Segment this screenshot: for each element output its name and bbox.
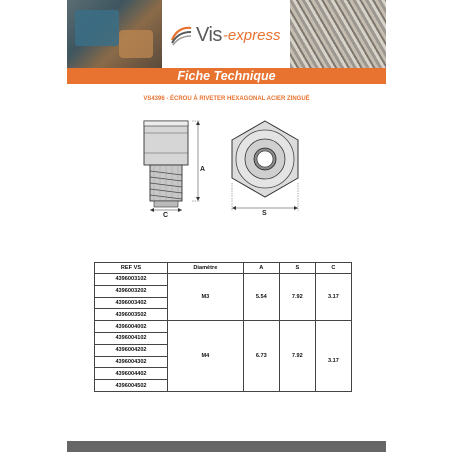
dimension-label-c: C [163,212,169,219]
c-value: 3.17 [327,358,339,365]
ref-cell: 4396004202 [95,344,168,356]
s-cell: 7.92 [279,274,315,321]
logo-text-main: Vis [196,23,222,46]
screws-photo [290,0,386,68]
table-header-row [95,263,352,274]
table-row [95,274,352,286]
ref-cell: 4396003402 [95,297,168,309]
fiche-technique-title: Fiche Technique [67,68,386,84]
dimension-label-a: A [200,166,206,173]
ref-cell: 4396004102 [95,332,168,344]
footer-bar [67,441,386,452]
header-diametre: Diamètre [168,263,244,274]
s-cell: 7.92 [279,321,315,392]
ref-cell: 4396004002 [95,321,168,333]
product-title: VS4396 - ÉCROU À RIVETER HEXAGONAL ACIER ZINGUÉ [143,96,310,102]
header-banner [67,0,386,68]
vis-express-logo [170,20,280,50]
ref-cell: 4396003102 [95,274,168,286]
ref-cell: 4396004502 [95,380,168,392]
ref-cell: 4396004402 [95,368,168,380]
header-ref-vs: REF VS [95,263,168,274]
ref-cell: 4396004302 [95,356,168,368]
nut-top-view [232,121,298,211]
diameter-cell: M3 [168,274,244,321]
header-s: S [279,263,315,274]
logo-swoosh-icon [170,24,192,46]
logo-text-suffix: -express [222,26,281,44]
header-a: A [243,263,279,274]
ref-cell: 4396003502 [95,309,168,321]
c-cell: 3.17 [315,274,351,321]
specification-table [94,262,352,392]
tools-photo [67,0,162,68]
c-cell [315,321,351,392]
nut-technical-drawing [130,115,320,220]
diameter-cell: M4 [168,321,244,392]
ref-cell: 4396003202 [95,285,168,297]
table-row [95,321,352,333]
a-cell: 5.54 [243,274,279,321]
nut-side-view [144,121,200,212]
header-c: C [315,263,351,274]
a-cell: 6.73 [243,321,279,392]
dimension-label-s: S [262,210,267,217]
